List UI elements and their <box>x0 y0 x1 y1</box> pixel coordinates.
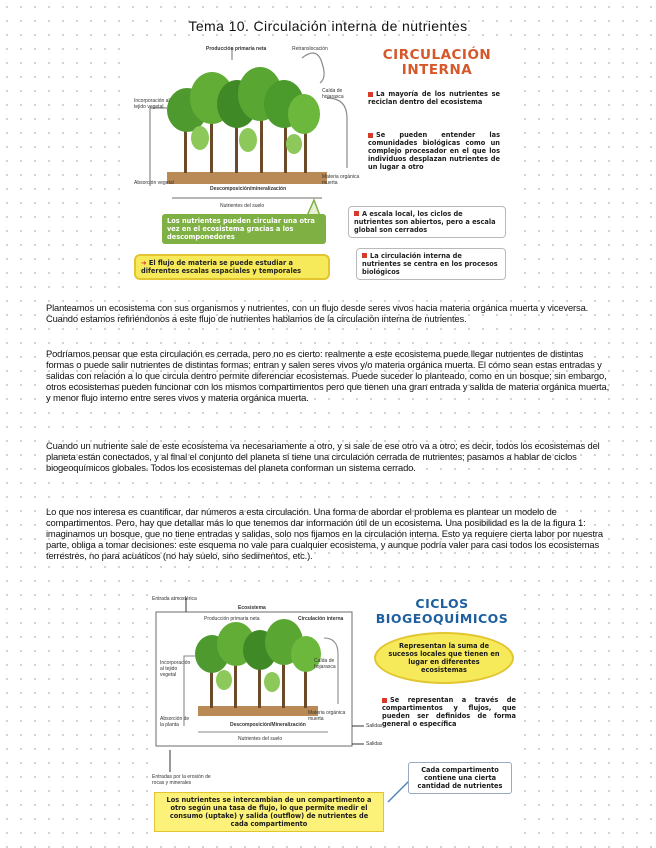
bullet-square-icon <box>368 133 373 138</box>
paragraph-1: Planteamos un ecosistema con sus organismos y nutrientes, con un flujo desde seres vivos hacia materia orgánica muerta y viceversa. Cuando estamos refiriéndonos a este flujo de nutrientes hablamos de la circulación interna de nutrientes. <box>46 302 589 325</box>
arrow-right-icon: ➜ <box>141 259 149 267</box>
box-intercambio: Los nutrientes se intercambian de un compartimento a otro según una tasa de flujo, lo que permite medir el consumo (uptake) y salida (outflow) de nutrientes de cada compartimento <box>154 792 384 832</box>
box-flujo-materia: ➜ El flujo de materia se puede estudiar a diferentes escalas espaciales y temporales <box>134 254 330 280</box>
arrow-caida <box>327 98 347 168</box>
bullet-square-icon <box>362 253 367 258</box>
paragraph-3: Cuando un nutriente sale de este ecosistema va necesariamente a otro, y si sale de ese otro va a otro; es decir, todos los ecosistemas del planeta están conectados, y al final el conjunto del planeta sí tiene una circulación cerrada de nutrientes; pasamos a hablar de ciclos biogeoquímicos globales. Todos los ecosistemas del planeta conforman un sistema cerrado. <box>46 440 600 474</box>
arrow-retranslocacion <box>302 53 324 83</box>
label-materia-2: Materia orgánica muerta <box>308 710 346 722</box>
heading-line-2: INTERNA <box>401 62 473 78</box>
forest-trees-icon <box>167 67 320 173</box>
label-entradas-rocas: Entradas por la erosión de rocas y minerales <box>152 774 211 786</box>
box-compartimento: Cada compartimento contiene una cierta cantidad de nutrientes <box>408 762 512 794</box>
label-nutrientes-suelo: Nutrientes del suelo <box>220 203 265 209</box>
bullet-square-icon <box>382 698 387 703</box>
figure-1 <box>132 38 512 288</box>
oval-suma-sucesos: Representan la suma de sucesos locales que tienen en lugar en diferentes ecosistemas <box>374 632 514 684</box>
paragraph-2: Podríamos pensar que esta circulación es cerrada, pero no es cierto: realmente a este ecosistema puede llegar nutrientes de distintas formas o puede salir nutrientes de distintas formas; entran y salen seres vivos y/o materia orgánica muerta. El cómo sean estas entradas y salidas con relación a lo que circula dentro permite diferenciar ecosistemas. Puede suceder lo planteado, como en un bosque; sin embargo, otros ecosistemas pueden funcionar con los mismos compartimentos pero que tienen una gran entrada y salida de materia orgánica muerta, y menor flujo interno entre seres vivos y materia orgánica muerta. <box>46 348 610 404</box>
label-incorporacion-2: Incorporación al tejido vegetal <box>160 660 191 678</box>
label-materia: Materia orgánica muerta <box>322 174 360 186</box>
bullet-reciclan: La mayoría de los nutrientes se reciclan dentro del ecosistema <box>368 90 500 106</box>
soil-layer <box>167 172 327 184</box>
arrow-caida <box>324 638 338 704</box>
paragraph-4: Lo que nos interesa es cuantificar, dar números a esta circulación. Una forma de abordar el problema es plantear un modelo de compartimentos. Pero, hay que detallar más lo que tenemos dar información útil de un ecosistema. Una posibilidad es la de la figura 1: imaginamos un bosque, que no tiene entradas y salidas, solo nos fijamos en la circulación interna. Esto ya requiere cierta labor por nuestra parte, obliga a tomar decisiones: este esquema no vale para cualquier ecosistema, y aunque podría valer para casi todos los ecosistemas terrestres, no para acuáticos (no hay suelo, sino sedimentos, etc.). <box>46 506 603 562</box>
label-absorcion-2: Absorción de la planta <box>160 716 190 728</box>
heading-circulacion <box>372 48 502 78</box>
label-salidas-2: Salidas <box>366 741 383 747</box>
label-caida: Caída de hojarasca <box>322 88 344 100</box>
connector-arrow <box>388 780 410 802</box>
page-title: Tema 10. Circulación interna de nutrientes <box>188 18 468 34</box>
box-circulacion-interna: La circulación interna de nutrientes se centra en los procesos biológicos <box>356 248 506 280</box>
heading-line-1: CICLOS <box>415 596 469 611</box>
label-produccion-2: Producción primaria neta <box>204 616 260 622</box>
box-escala-local: A escala local, los ciclos de nutrientes son abiertos, pero a escala global son cerrados <box>348 206 506 238</box>
label-retranslocacion: Retranslocación <box>292 46 328 52</box>
bullet-compartimentos: Se representan a través de compartimentos y flujos, que pueden ser definidos de forma general o específica <box>382 696 516 728</box>
heading-line-1: CIRCULACIÓN <box>382 47 492 63</box>
label-caida-2: Caída de hojarasca <box>314 658 336 670</box>
figure-2 <box>148 594 520 838</box>
label-entrada-atm: Entrada atmosférica <box>152 596 197 602</box>
label-produccion: Producción primaria neta <box>206 46 267 52</box>
label-incorporacion: Incorporación al tejido vegetal <box>134 98 170 110</box>
heading-line-2: BIOGEOQUÍMICOS <box>375 611 509 626</box>
label-circulacion: Circulación interna <box>298 616 344 622</box>
label-absorcion: Absorción vegetal <box>134 180 174 186</box>
forest-trees-icon <box>195 619 321 708</box>
box-descomponedores: Los nutrientes pueden circular una otra vez en el ecosistema gracias a los descomponedores <box>162 214 326 244</box>
label-salidas-1: Salidas <box>366 723 383 729</box>
arrow-incorporacion <box>150 108 167 186</box>
bullet-square-icon <box>368 92 373 97</box>
label-nutrientes-suelo-2: Nutrientes del suelo <box>238 736 283 742</box>
label-ecosistema: Ecosistema <box>238 605 266 611</box>
label-descomposicion: Descomposición/mineralización <box>210 186 287 192</box>
heading-ciclos <box>372 596 512 626</box>
bullet-square-icon <box>354 211 359 216</box>
bullet-comunidades: Se pueden entender las comunidades biológicas como un complejo procesador en el que los individuos desplazan nutrientes de un lugar a otro <box>368 131 500 171</box>
label-descomposicion-2: Descomposición/Mineralización <box>230 722 306 728</box>
